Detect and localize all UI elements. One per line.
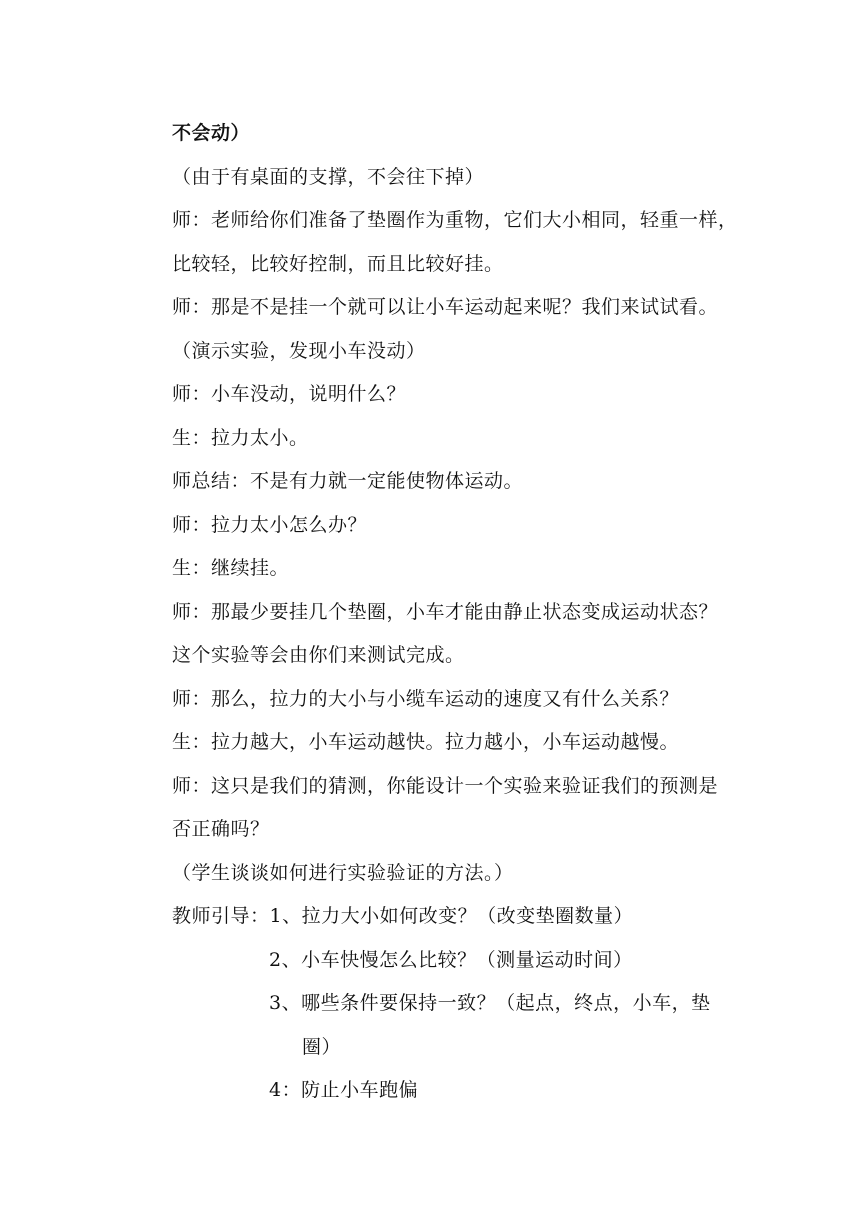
- paragraph-line: 师：老师给你们准备了垫圈作为重物，它们大小相同，轻重一样，: [172, 209, 738, 231]
- paragraph-line: 否正确吗？: [172, 818, 270, 840]
- paragraph-line: 师：那最少要挂几个垫圈，小车才能由静止状态变成运动状态？: [172, 600, 719, 623]
- paragraph-line: 生：拉力越大，小车运动越快。拉力越小，小车运动越慢。: [172, 731, 680, 753]
- paragraph-line: 不会动）: [172, 122, 251, 144]
- paragraph-line: 师：拉力太小怎么办？: [172, 513, 368, 536]
- paragraph-line: （由于有桌面的支撑，不会往下掉）: [172, 165, 485, 188]
- list-item-continuation: 圈）: [302, 1035, 342, 1058]
- paragraph-line: 师总结：不是有力就一定能使物体运动。: [172, 470, 524, 492]
- paragraph-line: 这个实验等会由你们来测试完成。: [172, 644, 465, 666]
- paragraph-line: 师：那是不是挂一个就可以让小车运动起来呢？我们来试试看。: [172, 296, 719, 318]
- document-body: [172, 112, 742, 1113]
- paragraph-line: （学生谈谈如何进行实验验证的方法。）: [172, 861, 514, 884]
- paragraph-line: 师：小车没动，说明什么？: [172, 383, 407, 405]
- paragraph-line: （演示实验，发现小车没动）: [172, 339, 426, 362]
- paragraph-line: 比较轻，比较好控制，而且比较好挂。: [172, 252, 504, 275]
- list-item: 4：防止小车跑偏: [269, 1079, 419, 1101]
- list-item: 3、哪些条件要保持一致？（起点，终点，小车，垫: [269, 992, 711, 1014]
- paragraph-line: 师：那么，拉力的大小与小缆车运动的速度又有什么关系？: [172, 687, 680, 710]
- paragraph-line: 教师引导：1、拉力大小如何改变？（改变垫圈数量）: [172, 905, 634, 927]
- paragraph-line: 生：拉力太小。: [172, 426, 309, 449]
- list-item: 2、小车快慢怎么比较？（测量运动时间）: [269, 948, 633, 971]
- paragraph-line: 师：这只是我们的猜测，你能设计一个实验来验证我们的预测是: [172, 774, 719, 797]
- paragraph-line: 生：继续挂。: [172, 557, 290, 579]
